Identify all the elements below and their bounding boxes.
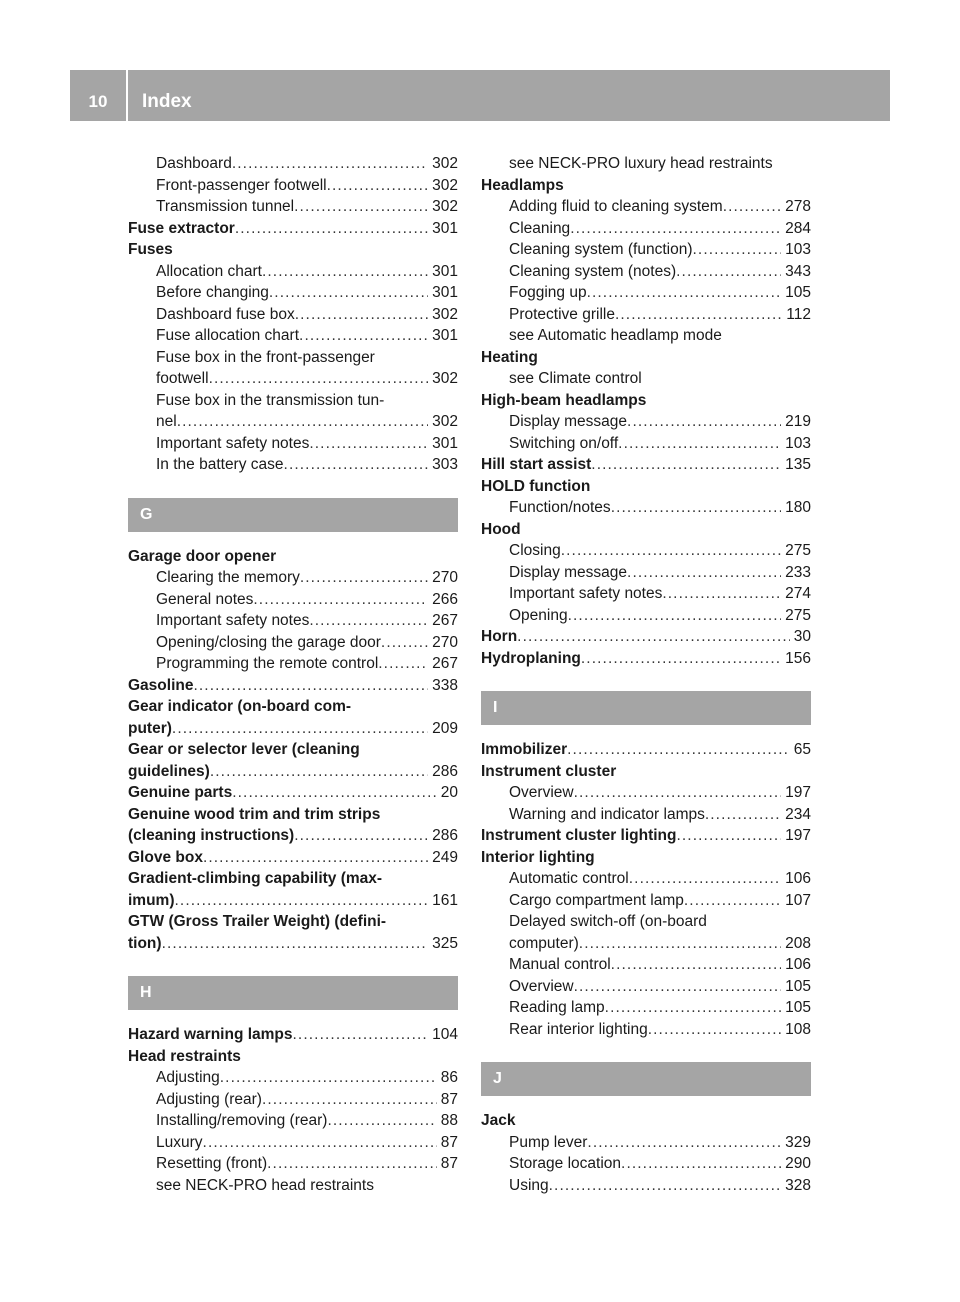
- entry-label: Luxury: [156, 1133, 203, 1151]
- index-subentry[interactable]: [128, 153, 458, 175]
- index-subentry[interactable]: [128, 282, 458, 304]
- entry-label: Before changing: [156, 284, 269, 301]
- index-subentry[interactable]: [481, 933, 811, 955]
- index-subentry[interactable]: [128, 304, 458, 326]
- index-subentry-text: see NECK-PRO head restraints: [156, 1176, 374, 1194]
- entry-label: Fuse allocation chart: [156, 327, 300, 344]
- entry-label: Display message: [509, 413, 628, 430]
- index-subentry[interactable]: [481, 497, 811, 519]
- entry-page-number[interactable]: 302: [432, 155, 458, 172]
- entry-page-number[interactable]: 329: [785, 1133, 811, 1151]
- index-entry[interactable]: [481, 739, 811, 761]
- dot-leader: [294, 196, 428, 218]
- index-subentry[interactable]: [128, 325, 458, 347]
- index-subentry[interactable]: [481, 433, 811, 455]
- entry-page-number[interactable]: 20: [440, 784, 458, 801]
- entry-page-number[interactable]: 286: [432, 762, 458, 780]
- dot-leader: [662, 583, 781, 605]
- entry-label: (cleaning instructions): [128, 827, 295, 844]
- entry-label: Genuine parts: [128, 784, 233, 801]
- entry-label: nel: [156, 413, 177, 430]
- entry-label: Adding fluid to cleaning system: [509, 198, 723, 215]
- entry-page-number[interactable]: 278: [785, 198, 811, 215]
- dot-leader: [574, 976, 782, 998]
- index-subentry[interactable]: [128, 589, 458, 611]
- entry-page-number[interactable]: 88: [440, 1112, 458, 1129]
- index-subentry[interactable]: [128, 632, 458, 654]
- dot-leader: [605, 997, 781, 1019]
- index-column-left: [128, 153, 458, 1196]
- entry-page-number[interactable]: 328: [785, 1176, 811, 1194]
- dot-leader: [203, 847, 428, 869]
- index-heading: Gradient-climbing capability (max-: [128, 870, 383, 887]
- entry-label: In the battery case: [156, 456, 284, 473]
- index-entry[interactable]: [128, 761, 458, 783]
- entry-page-number[interactable]: 290: [785, 1155, 811, 1172]
- entry-page-number[interactable]: 209: [432, 719, 458, 737]
- dot-leader: [587, 1132, 781, 1154]
- dot-leader: [648, 1019, 781, 1041]
- entry-label: guidelines): [128, 762, 210, 780]
- entry-page-number[interactable]: 275: [785, 606, 811, 624]
- dot-leader: [220, 1067, 437, 1089]
- entry-page-number[interactable]: 104: [432, 1026, 458, 1043]
- index-subentry[interactable]: [481, 218, 811, 240]
- entry-label: Protective grille: [509, 305, 615, 323]
- entry-page-number[interactable]: 274: [785, 585, 811, 602]
- index-entry[interactable]: [128, 825, 458, 847]
- index-subentry-text: Fuse box in the transmission tun-: [156, 391, 385, 409]
- entry-label: General notes: [156, 590, 254, 608]
- dot-leader: [567, 739, 790, 761]
- index-heading: Gear or selector lever (cleaning: [128, 741, 360, 758]
- entry-label: Important safety notes: [509, 585, 663, 602]
- section-letter-header: I: [481, 691, 811, 725]
- entry-label: Adjusting: [156, 1069, 220, 1086]
- dot-leader: [295, 304, 428, 326]
- dot-leader: [262, 261, 428, 283]
- dot-leader: [175, 890, 429, 912]
- dot-leader: [300, 567, 428, 589]
- dot-leader: [269, 282, 428, 304]
- index-subentry[interactable]: [481, 1153, 811, 1175]
- entry-page-number[interactable]: 301: [432, 284, 458, 301]
- entry-page-number[interactable]: 302: [432, 198, 458, 215]
- index-subentry[interactable]: [128, 261, 458, 283]
- entry-page-number[interactable]: 105: [785, 284, 811, 301]
- dot-leader: [574, 782, 782, 804]
- entry-label: Dashboard: [156, 155, 232, 172]
- index-subentry[interactable]: [481, 540, 811, 562]
- index-subentry[interactable]: [128, 433, 458, 455]
- index-entry[interactable]: [128, 933, 458, 955]
- entry-page-number[interactable]: 270: [432, 569, 458, 586]
- dot-leader: [327, 1110, 436, 1132]
- dot-leader: [723, 196, 781, 218]
- entry-page-number[interactable]: 107: [785, 891, 811, 909]
- index-subentry[interactable]: [481, 239, 811, 261]
- entry-label: Automatic control: [509, 870, 629, 887]
- section-letter-header: J: [481, 1062, 811, 1096]
- dot-leader: [309, 610, 428, 632]
- index-subentry[interactable]: [128, 368, 458, 390]
- entry-label: Warning and indicator lamps: [509, 805, 705, 823]
- index-heading: GTW (Gross Trailer Weight) (defini-: [128, 913, 387, 930]
- entry-page-number[interactable]: 103: [785, 434, 811, 452]
- index-heading: Garage door opener: [128, 547, 277, 565]
- entry-page-number[interactable]: 161: [432, 891, 458, 909]
- entry-label: tion): [128, 934, 162, 952]
- index-subentry[interactable]: [128, 653, 458, 675]
- entry-page-number[interactable]: 343: [785, 262, 811, 280]
- entry-page-number[interactable]: 301: [432, 434, 458, 452]
- dot-leader: [193, 675, 428, 697]
- index-subentry[interactable]: [128, 1110, 458, 1132]
- dot-leader: [627, 562, 781, 584]
- entry-label: Important safety notes: [156, 612, 310, 629]
- index-subentry[interactable]: [481, 411, 811, 433]
- entry-label: Gasoline: [128, 676, 194, 694]
- index-heading: Headlamps: [481, 176, 564, 194]
- entry-label: Reading lamp: [509, 999, 605, 1016]
- entry-page-number[interactable]: 267: [432, 612, 458, 629]
- index-entry[interactable]: [128, 675, 458, 697]
- dot-leader: [611, 954, 781, 976]
- entry-page-number[interactable]: 86: [440, 1069, 458, 1086]
- index-subentry[interactable]: [128, 567, 458, 589]
- entry-label: Resetting (front): [156, 1155, 268, 1172]
- index-subentry-text: Fuse box in the front-passenger: [156, 348, 375, 366]
- entry-label: Hazard warning lamps: [128, 1026, 293, 1043]
- entry-page-number[interactable]: 105: [785, 999, 811, 1016]
- entry-label: Overview: [509, 784, 574, 801]
- dot-leader: [267, 1153, 437, 1175]
- entry-page-number[interactable]: 302: [432, 176, 458, 194]
- entry-page-number[interactable]: 135: [785, 456, 811, 473]
- dot-leader: [676, 261, 781, 283]
- entry-label: Rear interior lighting: [509, 1020, 648, 1038]
- index-subentry[interactable]: [128, 1089, 458, 1111]
- index-subentry[interactable]: [481, 997, 811, 1019]
- entry-label: Switching on/off: [509, 434, 619, 452]
- entry-page-number[interactable]: 65: [793, 741, 811, 758]
- dot-leader: [549, 1175, 781, 1197]
- entry-page-number[interactable]: 197: [785, 784, 811, 801]
- entry-label: Important safety notes: [156, 434, 310, 452]
- index-subentry[interactable]: [128, 411, 458, 433]
- entry-label: computer): [509, 934, 579, 952]
- dot-leader: [209, 368, 429, 390]
- entry-page-number[interactable]: 106: [785, 956, 811, 973]
- entry-page-number[interactable]: 267: [432, 655, 458, 672]
- dot-leader: [618, 433, 781, 455]
- index-entry[interactable]: [128, 1024, 458, 1046]
- entry-label: Transmission tunnel: [156, 198, 295, 215]
- section-letter-header: G: [128, 498, 458, 532]
- index-subentry[interactable]: [481, 782, 811, 804]
- index-entry[interactable]: [481, 454, 811, 476]
- entry-page-number[interactable]: 303: [432, 456, 458, 473]
- dot-leader: [203, 1132, 437, 1154]
- dot-leader: [570, 218, 781, 240]
- index-heading: Instrument cluster: [481, 762, 617, 780]
- dot-leader: [611, 497, 781, 519]
- index-subentry[interactable]: [481, 1175, 811, 1197]
- entry-page-number[interactable]: 208: [785, 934, 811, 952]
- dot-leader: [293, 1024, 429, 1046]
- entry-page-number[interactable]: 249: [432, 848, 458, 866]
- index-heading: HOLD function: [481, 477, 591, 495]
- entry-label: Hill start assist: [481, 456, 592, 473]
- entry-label: Opening/closing the garage door: [156, 633, 381, 651]
- dot-leader: [561, 540, 781, 562]
- index-subentry[interactable]: [128, 610, 458, 632]
- dot-leader: [177, 411, 428, 433]
- entry-page-number[interactable]: 180: [785, 499, 811, 516]
- index-heading: Head restraints: [128, 1047, 241, 1065]
- dot-leader: [381, 632, 428, 654]
- index-entry[interactable]: [481, 825, 811, 847]
- dot-leader: [253, 589, 428, 611]
- dot-leader: [705, 804, 781, 826]
- dot-leader: [627, 411, 781, 433]
- page-title: Index: [142, 91, 192, 112]
- dot-leader: [327, 175, 429, 197]
- entry-label: Programming the remote control: [156, 655, 379, 672]
- entry-label: puter): [128, 719, 172, 737]
- entry-page-number[interactable]: 302: [432, 413, 458, 430]
- index-subentry-text: see NECK-PRO luxury head restraints: [509, 155, 773, 172]
- dot-leader: [172, 718, 428, 740]
- index-heading: Fuses: [128, 241, 173, 258]
- dot-leader: [591, 454, 781, 476]
- index-subentry[interactable]: [481, 1019, 811, 1041]
- index-subentry[interactable]: [128, 1132, 458, 1154]
- index-subentry[interactable]: [481, 562, 811, 584]
- dot-leader: [621, 1153, 781, 1175]
- page-header: [70, 70, 890, 121]
- dot-leader: [568, 605, 782, 627]
- dot-leader: [587, 282, 782, 304]
- entry-label: Horn: [481, 628, 518, 645]
- index-column-right: [481, 153, 811, 1196]
- index-subentry[interactable]: [481, 282, 811, 304]
- entry-page-number[interactable]: 87: [440, 1155, 458, 1172]
- index-heading: Jack: [481, 1112, 516, 1129]
- index-heading: Heating: [481, 348, 538, 366]
- index-subentry[interactable]: [128, 175, 458, 197]
- dot-leader: [210, 761, 428, 783]
- entry-label: Opening: [509, 606, 568, 624]
- entry-label: Using: [509, 1176, 549, 1194]
- entry-page-number[interactable]: 325: [432, 934, 458, 952]
- index-subentry[interactable]: [481, 976, 811, 998]
- dot-leader: [294, 825, 428, 847]
- entry-label: Immobilizer: [481, 741, 568, 758]
- entry-label: Front-passenger footwell: [156, 176, 327, 194]
- index-entry[interactable]: [128, 718, 458, 740]
- entry-label: Storage location: [509, 1155, 622, 1172]
- index-subentry[interactable]: [481, 304, 811, 326]
- entry-page-number[interactable]: 30: [793, 628, 811, 645]
- dot-leader: [629, 868, 781, 890]
- entry-page-number[interactable]: 301: [432, 327, 458, 344]
- index-subentry[interactable]: [481, 196, 811, 218]
- index-subentry-text: see Climate control: [509, 370, 642, 387]
- page-number: 10: [88, 92, 108, 111]
- entry-page-number[interactable]: 266: [432, 590, 458, 608]
- index-subentry[interactable]: [481, 261, 811, 283]
- entry-label: Function/notes: [509, 499, 611, 516]
- index-entry[interactable]: [128, 218, 458, 240]
- entry-label: Cargo compartment lamp: [509, 891, 684, 909]
- dot-leader: [299, 325, 428, 347]
- entry-page-number[interactable]: 112: [786, 305, 811, 323]
- index-subentry[interactable]: [128, 454, 458, 476]
- dot-leader: [579, 933, 781, 955]
- entry-label: Installing/removing (rear): [156, 1112, 328, 1129]
- dot-leader: [262, 1089, 437, 1111]
- entry-label: Instrument cluster lighting: [481, 827, 677, 844]
- entry-page-number[interactable]: 302: [432, 370, 458, 387]
- entry-page-number[interactable]: 302: [432, 305, 458, 323]
- entry-label: Cleaning: [509, 219, 571, 237]
- entry-label: Allocation chart: [156, 262, 262, 280]
- entry-label: Cleaning system (function): [509, 241, 693, 258]
- index-subentry[interactable]: [481, 890, 811, 912]
- entry-label: Hydroplaning: [481, 649, 581, 667]
- entry-page-number[interactable]: 338: [432, 676, 458, 694]
- index-entry[interactable]: [481, 648, 811, 670]
- index-subentry[interactable]: [481, 605, 811, 627]
- entry-label: Display message: [509, 563, 628, 581]
- dot-leader: [581, 648, 781, 670]
- index-heading: Hood: [481, 520, 521, 538]
- entry-label: Closing: [509, 542, 561, 559]
- entry-label: footwell: [156, 370, 209, 387]
- entry-label: Manual control: [509, 956, 611, 973]
- entry-page-number[interactable]: 87: [440, 1090, 458, 1108]
- index-subentry[interactable]: [481, 1132, 811, 1154]
- index-subentry[interactable]: [128, 1153, 458, 1175]
- header-divider: [126, 70, 128, 121]
- entry-page-number[interactable]: 197: [785, 827, 811, 844]
- index-subentry[interactable]: [481, 868, 811, 890]
- entry-page-number[interactable]: 108: [785, 1020, 811, 1038]
- entry-page-number[interactable]: 284: [785, 219, 811, 237]
- index-entry[interactable]: [128, 847, 458, 869]
- index-entry[interactable]: [128, 890, 458, 912]
- dot-leader: [309, 433, 428, 455]
- dot-leader: [284, 454, 429, 476]
- entry-page-number[interactable]: 286: [432, 827, 458, 844]
- entry-label: Fuse extractor: [128, 219, 235, 237]
- index-subentry[interactable]: [481, 804, 811, 826]
- dot-leader: [232, 782, 437, 804]
- section-letter-header: H: [128, 976, 458, 1010]
- entry-page-number[interactable]: 105: [785, 977, 811, 995]
- dot-leader: [232, 153, 428, 175]
- entry-page-number[interactable]: 234: [785, 805, 811, 823]
- index-heading: High-beam headlamps: [481, 391, 647, 409]
- index-subentry[interactable]: [481, 583, 811, 605]
- dot-leader: [517, 626, 790, 648]
- entry-page-number[interactable]: 106: [785, 870, 811, 887]
- entry-label: Fogging up: [509, 284, 587, 301]
- entry-label: Adjusting (rear): [156, 1090, 262, 1108]
- index-subentry[interactable]: [128, 1067, 458, 1089]
- index-heading: Genuine wood trim and trim strips: [128, 805, 381, 823]
- entry-label: Clearing the memory: [156, 569, 300, 586]
- index-subentry[interactable]: [481, 954, 811, 976]
- index-heading: Gear indicator (on-board com-: [128, 698, 352, 715]
- dot-leader: [693, 239, 782, 261]
- index-subentry-text: Delayed switch-off (on-board: [509, 913, 707, 930]
- entry-page-number[interactable]: 219: [785, 413, 811, 430]
- dot-leader: [235, 218, 428, 240]
- dot-leader: [378, 653, 428, 675]
- entry-label: Pump lever: [509, 1133, 588, 1151]
- entry-label: Cleaning system (notes): [509, 262, 677, 280]
- dot-leader: [162, 933, 429, 955]
- entry-label: Overview: [509, 977, 574, 995]
- entry-page-number[interactable]: 301: [432, 262, 458, 280]
- index-entry[interactable]: [481, 626, 811, 648]
- entry-label: imum): [128, 891, 175, 909]
- dot-leader: [676, 825, 781, 847]
- entry-page-number[interactable]: 275: [785, 542, 811, 559]
- entry-page-number[interactable]: 87: [440, 1133, 458, 1151]
- index-subentry-text: see Automatic headlamp mode: [509, 327, 722, 344]
- index-entry[interactable]: [128, 782, 458, 804]
- entry-page-number[interactable]: 301: [432, 219, 458, 237]
- entry-label: Dashboard fuse box: [156, 305, 295, 323]
- index-subentry[interactable]: [128, 196, 458, 218]
- entry-page-number[interactable]: 103: [785, 241, 811, 258]
- dot-leader: [615, 304, 782, 326]
- dot-leader: [684, 890, 781, 912]
- entry-page-number[interactable]: 233: [785, 563, 811, 581]
- index-heading: Interior lighting: [481, 848, 595, 866]
- entry-page-number[interactable]: 270: [432, 633, 458, 651]
- entry-page-number[interactable]: 156: [785, 649, 811, 667]
- entry-label: Glove box: [128, 848, 203, 866]
